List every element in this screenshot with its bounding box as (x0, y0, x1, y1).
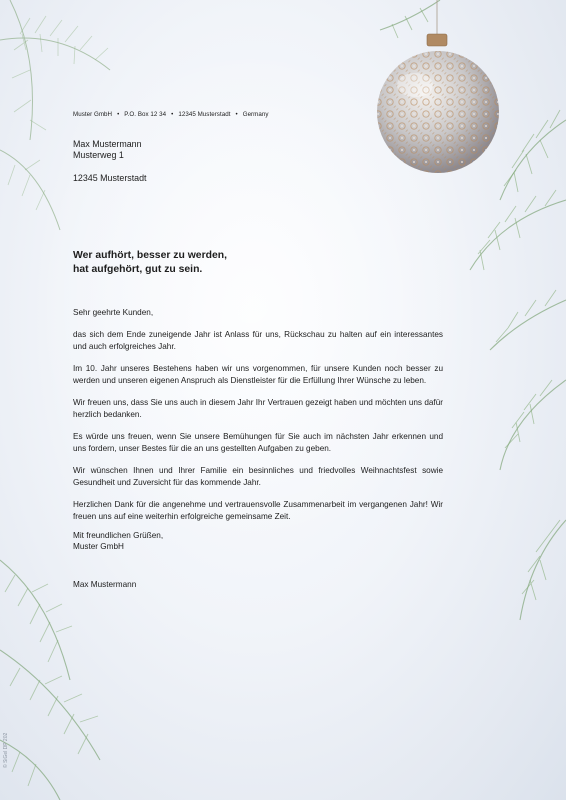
letter-paragraph: Herzlichen Dank für die angenehme und vertrauensvolle Zusammenarbeit im vergangenen Jahr! Wir freuen uns auf eine weiterhin erfolgreiche gemeinsame Zeit. (73, 500, 443, 521)
recipient-street: Musterweg 1 (73, 150, 124, 161)
letter-body (73, 307, 443, 533)
letter-paragraph: das sich dem Ende zuneigende Jahr ist Anlass für uns, Rückschau zu halten auf ein interessantes und auch erfolgreiches Jahr. (73, 330, 443, 351)
sender-company: Muster GmbH (73, 111, 113, 118)
motto-heading (73, 249, 227, 277)
sender-separator: • (235, 111, 238, 118)
recipient-city: 12345 Musterstadt (73, 172, 147, 183)
letter-paragraph: Wir freuen uns, dass Sie uns auch in diesem Jahr Ihr Vertrauen gezeigt haben und möchten uns dafür herzlich bedanken. (73, 398, 443, 419)
ornament-cap (427, 34, 447, 46)
closing (73, 530, 163, 552)
letter-paragraph: Im 10. Jahr unseres Bestehens haben wir uns vorgenommen, für unsere Kunden noch besser zu werden und unseren eigenen Anspruch als Dienstleister für die Erfüllung Ihrer Wünsche zu leben. (73, 364, 443, 385)
sender-address-line (73, 111, 269, 118)
letter-paragraph: Es würde uns freuen, wenn Sie unsere Bemühungen für Sie auch im nächsten Jahr erkennen und uns fordern, unser Bestes für die an uns gestellten Aufgaben zu geben. (73, 432, 443, 453)
sender-separator: • (171, 111, 174, 118)
motto-line-1: Wer aufhört, besser zu werden, (73, 250, 227, 261)
recipient-address (73, 139, 147, 184)
sender-country: Germany (242, 111, 269, 118)
letter-paragraph: Wir wünschen Ihnen und Ihrer Familie ein besinnliches und friedvolles Weihnachtsfest sowie Gesundheit und Zuversicht für das kommende Jahr. (73, 466, 443, 487)
closing-greeting: Mit freundlichen Grüßen, (73, 531, 164, 540)
motto-line-2: hat aufgehört, gut zu sein. (73, 263, 203, 275)
salutation: Sehr geehrte Kunden, (73, 308, 154, 317)
closing-company: Muster GmbH (73, 542, 124, 552)
copyright-credit: © SiGel DP 202 (3, 732, 9, 768)
recipient-name: Max Mustermann (73, 139, 142, 149)
ornament-bauble-icon (377, 51, 499, 173)
sender-po-box: P.O. Box 12 34 (124, 111, 167, 118)
sender-separator: • (117, 111, 120, 118)
signature-name: Max Mustermann (73, 580, 137, 589)
sender-city: 12345 Musterstadt (178, 111, 231, 118)
